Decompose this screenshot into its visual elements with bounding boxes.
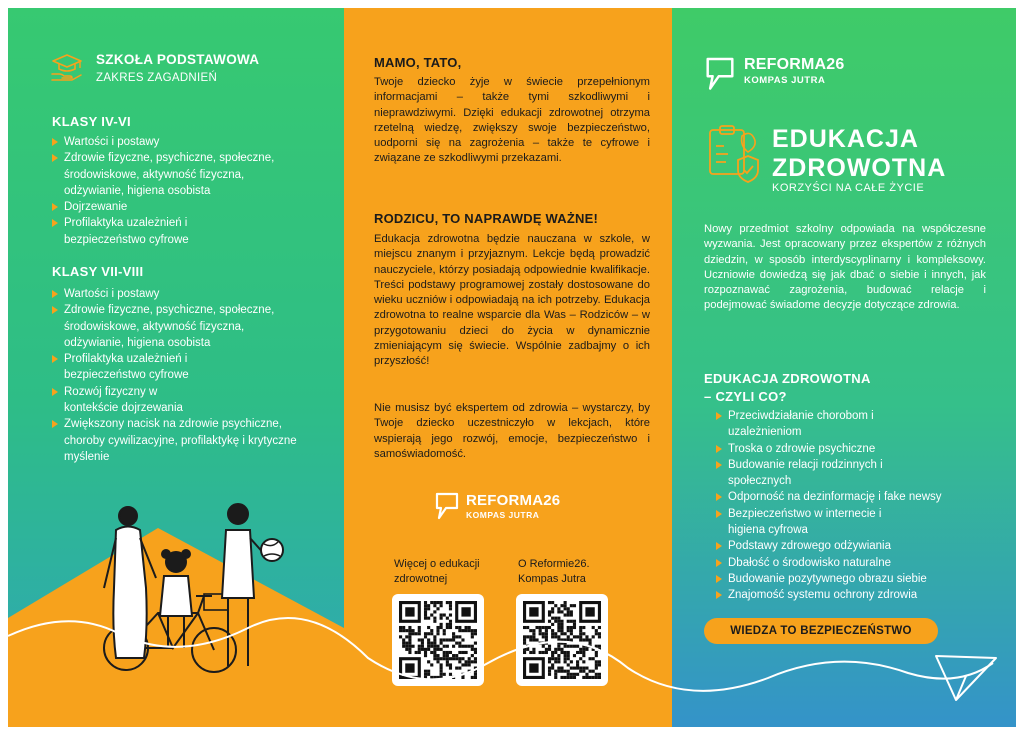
list-item: Podstawy zdrowego odżywiania [716,538,942,554]
logo-subtitle: KOMPAS JUTRA [744,75,826,86]
reforma-logo [704,56,844,94]
list-item: Bezpieczeństwo w internecie i higiena cyfrowa [716,506,896,539]
logo-subtitle: KOMPAS JUTRA [466,510,540,520]
logo-name: REFORMA26 [744,56,845,73]
list-item: Zdrowie fizyczne, psychiczne, społeczne, środowiskowe, aktywność fizyczna, odżywianie, higiena osobista [52,302,292,351]
main-title-line: EDUKACJA [772,125,919,153]
school-subtitle: ZAKRES ZAGADNIEŃ [96,72,218,84]
list-item: Zdrowie fizyczne, psychiczne, społeczne, środowiskowe, aktywność fizyczna, odżywianie, higiena osobista [52,150,302,199]
reforma-logo-icon [434,492,460,522]
list-item: Zwiększony nacisk na zdrowie psychiczne, choroby cywilizacyjne, profilaktykę i krytyczne myślenie [52,416,314,465]
list-item: Profilaktyka uzależnień i bezpieczeństwo cyfrowe [52,351,232,384]
school-title: SZKOŁA PODSTAWOWA [96,52,260,67]
parents-paragraph: Twoje dziecko żyje w świecie przepełnionym informacjami – także tymi szkodliwymi i nieprawdziwymi. Dzięki edukacji zdrowotnej otrzyma rzetelną wiedzę, zwiększy swoje bezpieczeństwo, uodporni się na zagrożenia – także te cyfrowe i związane ze szkodliwymi przekazami. [374,76,650,165]
important-paragraph: Edukacja zdrowotna będzie nauczana w szkole, w miejscu znanym i przyjaznym. Lekcje będą prowadzić nauczyciele, którzy posiadają odpowiednie kwalifikacje. Treści podstawy programowej zostały dostosowane do wieku uczniów i odpowiadają na ich potrzeby. Edukacja zdrowotna to realne wsparcie dla Was – Rodziców – w przygotowaniu dzieci do życia w dynamicznie zmieniającym się świecie. Wspólnie zadbajmy o ich przyszłość! [374,233,650,368]
list-item: Wartości i postawy [52,134,302,150]
list-item: Dbałość o środowisko naturalne [716,555,942,571]
list-item: Odporność na dezinformację i fake newsy [716,489,942,505]
qr1-caption-line: zdrowotnej [394,573,448,585]
list-item: Budowanie pozytywnego obrazu siebie [716,571,942,587]
intro-paragraph: Nowy przedmiot szkolny odpowiada na współczesne wyzwania. Jest opracowany przez ekspertów z różnych dziedzin, w sposób interdyscyplinarny i kompleksowy. Uczniowie dowiedzą się jak dbać o siebie i innych, jak rozpoznawać zagrożenia, budować relacje i podejmować świadome decyzje dotyczące zdrowia. [704,223,986,312]
qr-code-icon [399,601,477,679]
right-panel [672,8,1016,727]
medical-clipboard-icon [704,122,760,184]
qr1-caption-line: Więcej o edukacji [394,558,480,570]
benefits-list [716,408,942,604]
list-item: Budowanie relacji rodzinnych i społecznych [716,457,906,490]
important-heading: RODZICU, TO NAPRAWDĘ WAŻNE! [374,211,598,226]
family-bicycle-illustration [8,478,344,727]
qr-code-icon [523,601,601,679]
qr2-caption [518,557,590,587]
what-is-heading-line: EDUKACJA ZDROWOTNA [704,371,871,386]
left-panel [8,8,344,727]
grades-7-8-heading: KLASY VII-VIII [52,264,144,279]
slogan-pill: WIEDZA TO BEZPIECZEŃSTWO [704,618,938,644]
brochure-page [8,8,1016,727]
middle-panel [344,8,672,727]
qr2-caption-line: O Reformie26. [518,558,590,570]
no-expert-paragraph: Nie musisz być ekspertem od zdrowia – wystarczy, by Twoje dziecko uczestniczyło w lekcjach, które wspierają jego rozwój, emocje, bezpieczeństwo i samoświadomość. [374,402,650,460]
list-item: Rozwój fizyczny w kontekście dojrzewania [52,384,212,417]
what-is-heading [704,370,871,406]
list-item: Profilaktyka uzależnień i bezpieczeństwo cyfrowe [52,215,232,248]
graduation-cap-hand-icon [50,52,84,82]
reforma-logo-icon [704,56,736,94]
reforma-logo [434,492,560,522]
grades-4-6-heading: KLASY IV-VI [52,114,131,129]
main-title-line: ZDROWOTNA [772,154,947,182]
grades-7-8-list [52,286,314,465]
main-subtitle: KORZYŚCI NA CAŁE ŻYCIE [772,182,925,194]
school-header [50,52,259,84]
list-item: Znajomość systemu ochrony zdrowia [716,587,942,603]
main-title [772,125,946,183]
parents-heading: MAMO, TATO, [374,55,462,70]
list-item: Wartości i postawy [52,286,314,302]
qr-code-reforma26[interactable] [516,594,608,686]
what-is-heading-line: – CZYLI CO? [704,389,787,404]
qr-code-health-education[interactable] [392,594,484,686]
grades-4-6-list [52,134,302,248]
list-item: Troska o zdrowie psychiczne [716,441,942,457]
qr2-caption-line: Kompas Jutra [518,573,586,585]
logo-name: REFORMA26 [466,492,561,509]
qr1-caption [394,557,480,587]
list-item: Przeciwdziałanie chorobom i uzależnieniom [716,408,906,441]
list-item: Dojrzewanie [52,199,302,215]
